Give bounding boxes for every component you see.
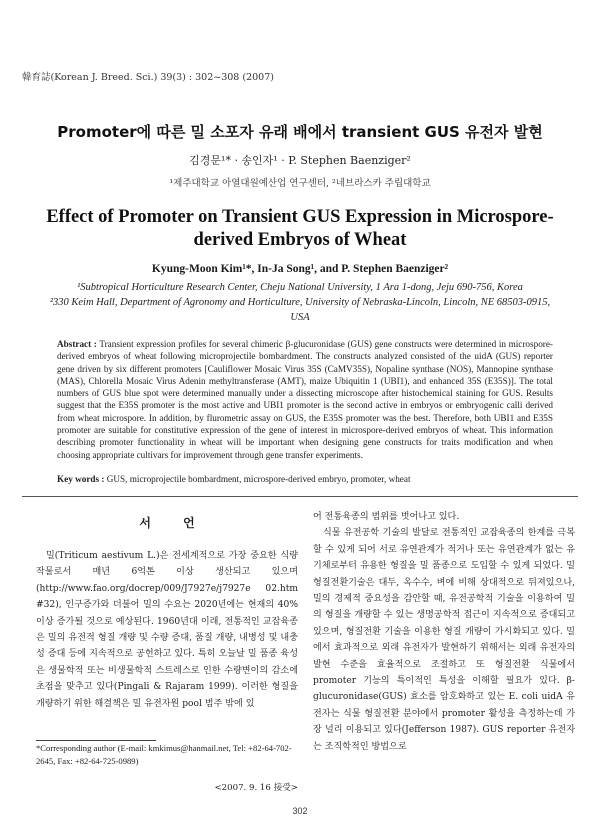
korean-authors: 김경문¹* · 송인자¹ · P. Stephen Baenziger² <box>189 154 411 167</box>
journal-header: 韓育誌(Korean J. Breed. Sci.) 39(3) : 302~308 (2007) <box>22 72 274 83</box>
korean-title: Promoter에 따른 밀 소포자 유래 배에서 transient GUS 유전자 발현 <box>57 123 543 141</box>
intro-heading: 서 언 <box>139 516 209 530</box>
keywords-label: Key words : <box>57 474 105 484</box>
corresponding-author-footnote: *Corresponding author (E-mail: kmkimus@hanmail.net, Tel: +82-64-702-2645, Fax: +82-64-725-0989) <box>36 743 292 766</box>
page-number: 302 <box>292 806 308 816</box>
right-column <box>313 509 575 755</box>
received-date: <2007. 9. 16 接受> <box>214 783 298 793</box>
intro-paragraph-continued: 어 전통육종의 범위를 벗어나고 있다. <box>313 512 460 522</box>
english-authors: Kyung-Moon Kim¹*, In-Ja Song¹, and P. Stephen Baenziger² <box>151 263 449 275</box>
korean-affiliation: ¹제주대학교 아열대원예산업 연구센터, ²네브라스카 주립대학교 <box>169 178 431 189</box>
keywords-text: GUS, microprojectile bombardment, microspore-derived embryo, promoter, wheat <box>106 474 411 484</box>
abstract-text: Transient expression profiles for several chimeric β-glucuronidase (GUS) gene constructs were determined in microspore-derived embryos of wheat following microprojectile bombardment. The constructs analyzed consisted of the uidA (GUS) reporter gene driven by six different promoters [Cauliflower Mosaic Virus 35S (CaMV35S), Nopaline synthase (NOS), Mannopine synthase (MAS), Chlorella Mosaic Virus Adenin methyltransferase (AMT), maize Ubiquitin 1 (UBI1), and enhanced 35S (E35S)]. The total numbers of GUS blue spot were determined manually under a dissecting microscope after histochemical staining for GUS. Results suggest that the E35S promoter is the most active and UBI1 promoter is the second active in embryos or embryogenic calli derived from wheat microspore. In addition, by flurometric assay on GUS, the E35S promoter was the best. Therefore, both UBI1 and E35S promoter are suitable for constitutive expression of the gene of interest in microspore-derived embryos of wheat. This information describing promoter functionality in wheat will be important when designing gene constructs for traits modification and when choosing appropriate cultivars for improvement through gene transfer experiments. <box>57 339 553 460</box>
footnote-divider <box>36 740 156 741</box>
section-divider <box>22 496 578 497</box>
intro-paragraph-1: 밀(Triticum aestivum L.)은 전세계적으로 가장 중요한 식량작물로서 매년 6억톤 이상 생산되고 있으며(http://www.fao.org/docrep/009/J7927e/j7927e 02.htm #32), 인구증가와 더불어 밀의 수요는 2020년에는 현재의 40%이상 증가될 것으로 예상된다. 1960년대 이래, 전통적인 교잡육종은 밀의 유전적 형질 개량 및 수량 증대, 품질 개량, 내병성 및 내충성 증대 등에 지속적으로 공헌하고 있다. 특히 오늘날 밀 품종 육성은 생물학적 또는 비생물학적 스트레스로 인한 수량변이의 감소에 초점을 맞추고 있다(Pingali & Rajaram 1999). 이러한 형질을 개량하기 위한 해결책은 밀 유전자원 pool 범주 밖에 있 <box>36 551 298 709</box>
keywords <box>57 474 553 484</box>
intro-left-text <box>36 548 298 712</box>
affiliation-line-1: ¹Subtropical Horticulture Research Center, Cheju National University, 1 Ara 1-dong, Jeju 690-756, Korea <box>77 282 523 293</box>
affiliation-line-2: ²330 Keim Hall, Department of Agronomy and Horticulture, University of Nebraska-Lincoln, Lincoln, NE 68503-0915, USA <box>49 297 551 323</box>
abstract <box>57 338 553 461</box>
intro-right-text <box>313 509 575 755</box>
left-column <box>36 509 298 712</box>
intro-paragraph-2: 식물 유전공학 기술의 발달로 전통적인 교잡육종의 한계를 극복할 수 있게 되어 서로 유연관계가 적거나 또는 유연관계가 없는 유기체로부터 유용한 형질을 밀 품종으로 도입할 수 있게 되었다. 밀 형질전환기술은 대두, 옥수수, 벼에 비해 상대적으로 뒤져있으나, 밀의 경제적 중요성을 감안할 때, 유전공학적 기술을 이용하여 밀의 형질을 개량할 수 있는 생명공학적 접근이 지속적으로 증대되고 있으며, 형질전환 기술을 이용한 형질 개량이 가시화되고 있다. 밀에서 효과적으로 외래 유전자가 발현하기 위해서는 외래 유전자의 발현 수준을 효율적으로 조절하고 또 형질전환 식물에서 promoter 기능의 특이적인 특성을 이해할 필요가 있다. β-glucuronidase(GUS) 효소를 암호화하고 있는 E. coli uidA 유전자는 식물 형질전환 분야에서 promoter 활성을 측정하는데 가장 널리 이용되고 있다(Jefferson 1987). GUS reporter 유전자는 조직학적인 방법으로 <box>313 528 575 752</box>
english-affiliation <box>40 280 560 325</box>
english-title: Effect of Promoter on Transient GUS Expression in Microspore-derived Embryos of Wheat <box>46 207 554 250</box>
abstract-label: Abstract : <box>57 339 97 349</box>
